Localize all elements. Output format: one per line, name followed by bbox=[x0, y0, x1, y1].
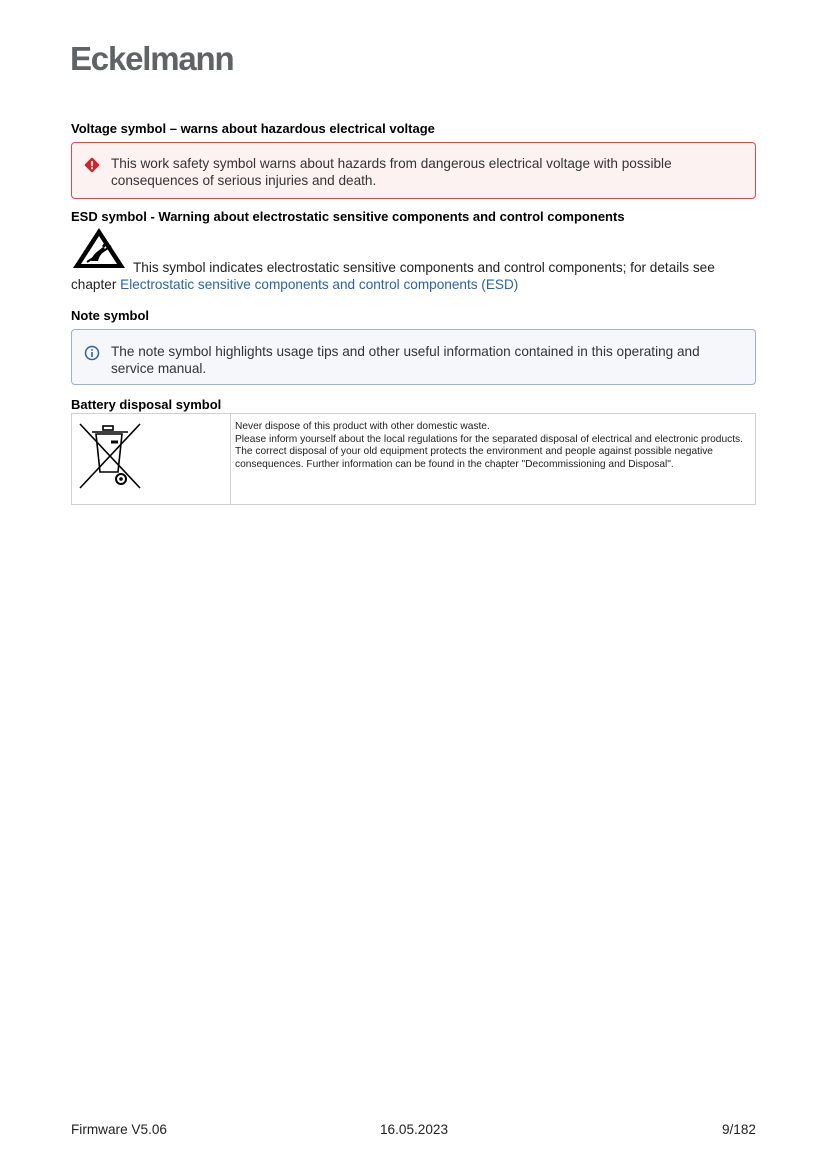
logo: Eckelmann bbox=[70, 40, 234, 77]
battery-image-cell bbox=[72, 414, 231, 505]
voltage-warning-text: This work safety symbol warns about hazards from dangerous electrical voltage with possible consequences of serious injuries and death. bbox=[111, 156, 672, 188]
footer-date: 16.05.2023 bbox=[380, 1122, 449, 1137]
esd-heading: ESD symbol - Warning about electrostatic sensitive components and control components bbox=[71, 209, 625, 224]
battery-heading: Battery disposal symbol bbox=[71, 397, 222, 412]
note-text: The note symbol highlights usage tips and other useful information contained in this operating and service manual. bbox=[111, 344, 700, 376]
esd-text-body: This symbol indicates electrostatic sensitive components and control components; for details see chapter bbox=[71, 260, 715, 292]
warning-diamond-icon bbox=[84, 157, 100, 173]
esd-chapter-link[interactable]: Electrostatic sensitive components and control components (ESD) bbox=[120, 277, 519, 292]
battery-text-line: The correct disposal of your old equipment protects the environment and people against possible negative consequences. Further information can be found in the chapter "Decommissioning and Disposal". bbox=[235, 446, 713, 470]
footer-page-number: 9/182 bbox=[721, 1122, 756, 1137]
battery-text-cell bbox=[231, 414, 756, 505]
voltage-warning-box bbox=[71, 142, 756, 199]
crossed-out-bin-icon bbox=[78, 422, 142, 490]
esd-block bbox=[71, 226, 756, 292]
note-heading: Note symbol bbox=[71, 308, 150, 323]
esd-text bbox=[71, 259, 756, 293]
battery-table bbox=[71, 413, 756, 505]
note-box bbox=[71, 329, 756, 385]
battery-text-line: Never dispose of this product with other domestic waste. bbox=[235, 421, 490, 432]
voltage-heading: Voltage symbol – warns about hazardous electrical voltage bbox=[71, 121, 435, 136]
battery-text-line: Please inform yourself about the local regulations for the separated disposal of electrical and electronic products. bbox=[235, 433, 743, 445]
table-row bbox=[72, 414, 756, 505]
info-icon bbox=[84, 345, 100, 361]
footer-firmware: Firmware V5.06 bbox=[71, 1122, 167, 1137]
